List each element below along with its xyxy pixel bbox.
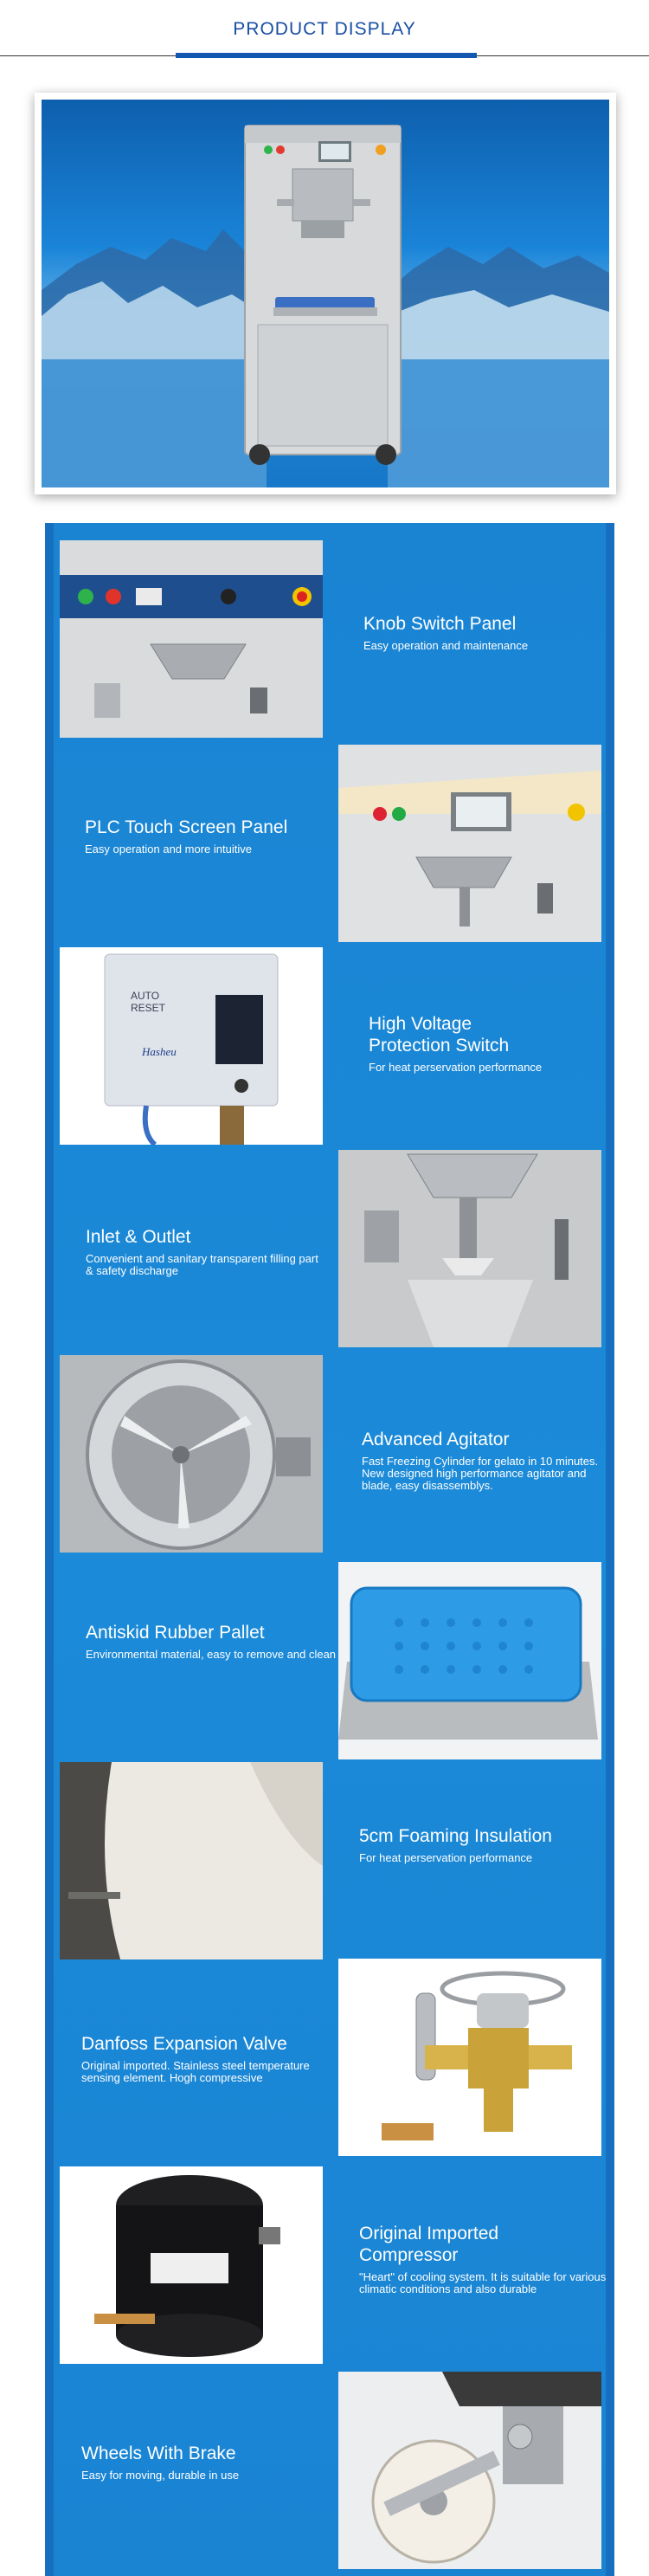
feature-title: PLC Touch Screen Panel — [85, 817, 288, 837]
section-header — [0, 0, 649, 61]
feature-title: 5cm Foaming Insulation — [359, 1826, 552, 1846]
feature-title: High Voltage Protection Switch — [369, 1014, 510, 1056]
feature-agitator — [362, 1429, 604, 1492]
feature-title: Original Imported Compressor — [359, 2224, 499, 2265]
feature-knob-switch — [363, 613, 588, 652]
feature-desc: For heat perservation performance — [359, 1851, 533, 1864]
feature-plc-touch — [85, 817, 327, 855]
feature-high-voltage — [369, 1013, 594, 1074]
header-accent-bar — [176, 53, 477, 58]
pressure-switch-photo — [60, 947, 323, 1145]
inlet-outlet-photo — [338, 1150, 601, 1347]
feature-desc: "Heart" of cooling system. It is suitable for various climatic conditions and also durable — [359, 2270, 607, 2295]
compressor-photo — [60, 2166, 323, 2364]
feature-compressor — [359, 2223, 610, 2295]
feature-title: Advanced Agitator — [362, 1430, 510, 1449]
feature-expansion-valve — [81, 2033, 319, 2084]
feature-rubber-pallet — [86, 1622, 337, 1661]
feature-desc: Convenient and sanitary transparent filling part & safety discharge — [86, 1252, 318, 1277]
svg-text:RESET: RESET — [131, 1002, 166, 1014]
feature-desc: Original imported. Stainless steel temperature sensing element. Hogh compressive — [81, 2059, 310, 2084]
knob-switch-panel-photo — [60, 540, 323, 738]
feature-desc: For heat perservation performance — [369, 1061, 543, 1074]
section-title: PRODUCT DISPLAY — [233, 19, 416, 39]
hero-image-frame — [35, 93, 616, 494]
feature-desc: Environmental material, easy to remove and clean — [86, 1648, 337, 1661]
feature-title: Antiskid Rubber Pallet — [86, 1623, 265, 1643]
feature-title: Knob Switch Panel — [363, 614, 517, 634]
plc-touch-screen-photo — [338, 745, 601, 942]
feature-wheels-brake — [81, 2443, 324, 2482]
feature-desc: Easy for moving, durable in use — [81, 2469, 240, 2482]
hero-product-photo — [42, 100, 609, 487]
feature-foam-insulation — [359, 1825, 601, 1864]
agitator-photo — [60, 1355, 323, 1553]
caster-wheel-photo — [338, 2372, 601, 2569]
expansion-valve-photo — [338, 1959, 601, 2156]
feature-title: Wheels With Brake — [81, 2444, 236, 2463]
feature-desc: Easy operation and more intuitive — [85, 843, 252, 855]
feature-inlet-outlet — [86, 1226, 319, 1277]
feature-title: Inlet & Outlet — [86, 1227, 191, 1247]
feature-desc: Fast Freezing Cylinder for gelato in 10 minutes. New designed high performance agitator and blade, easy disassemblys. — [362, 1455, 599, 1492]
feature-title: Danfoss Expansion Valve — [81, 2034, 287, 2054]
switch-brand-text: AUTO — [131, 990, 160, 1002]
svg-text:Hasheu: Hasheu — [142, 1045, 177, 1058]
feature-desc: Easy operation and maintenance — [363, 639, 529, 652]
rubber-pallet-photo — [338, 1562, 601, 1759]
foam-insulation-photo — [60, 1762, 323, 1959]
